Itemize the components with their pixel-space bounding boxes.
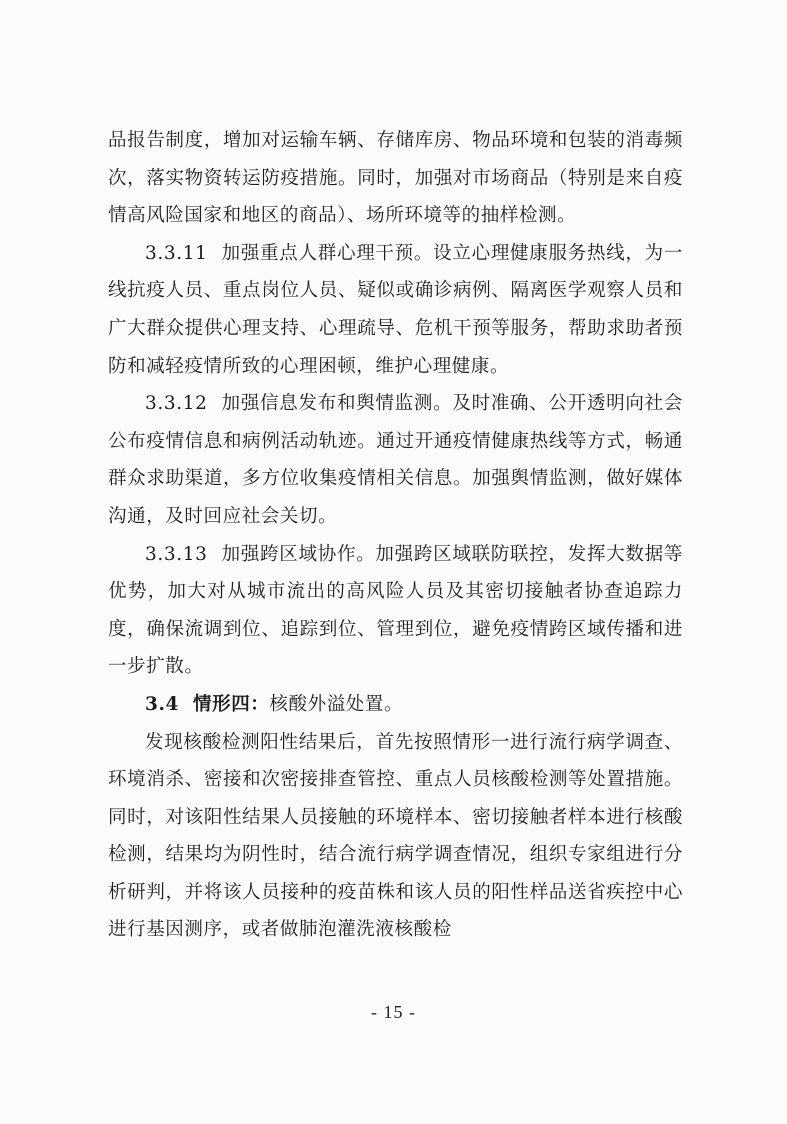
- document-body: [108, 122, 683, 949]
- paragraph-text: 加强跨区域协作。加强跨区域联防联控，发挥大数据等优势，加大对从城市流出的高风险人员及其密切接触者协查追踪力度，确保流调到位、追踪到位、管理到位，避免疫情跨区域传播和进一步扩散。: [108, 543, 683, 678]
- section-heading-text: 核酸外溢处置。: [269, 693, 404, 715]
- paragraph-text: 品报告制度，增加对运输车辆、存储库房、物品环境和包装的消毒频次，落实物资转运防疫措施。同时，加强对市场商品（特别是来自疫情高风险国家和地区的商品）、场所环境等的抽样检测。: [108, 130, 683, 227]
- paragraph-3-3-13: [108, 536, 683, 686]
- paragraph-text: 加强信息发布和舆情监测。及时准确、公开透明向社会公布疫情信息和病例活动轨迹。通过开通疫情健康热线等方式，畅通群众求助渠道，多方位收集疫情相关信息。加强舆情监测，做好媒体沟通，及时回应社会关切。: [108, 393, 683, 527]
- section-number: 3.4: [145, 693, 179, 715]
- section-title: 情形四：: [193, 693, 270, 715]
- section-number: 3.3.11: [145, 242, 208, 264]
- paragraph-3-3-12: [108, 385, 683, 535]
- paragraph-text: 加强重点人群心理干预。设立心理健康服务热线，为一线抗疫人员、重点岗位人员、疑似或确诊病例、隔离医学观察人员和广大群众提供心理支持、心理疏导、危机干预等服务，帮助求助者预防和减轻疫情所致的心理困顿，维护心理健康。: [108, 242, 683, 377]
- section-number: 3.3.13: [145, 543, 208, 565]
- paragraph-continuation: [108, 122, 683, 235]
- paragraph-3-4-body: [108, 724, 683, 950]
- section-heading-3-4: [108, 686, 683, 724]
- section-number: 3.3.12: [145, 393, 208, 415]
- page-number: - 15 -: [371, 1002, 416, 1022]
- paragraph-3-3-11: [108, 235, 683, 385]
- paragraph-text: 发现核酸检测阳性结果后，首先按照情形一进行流行病学调查、环境消杀、密接和次密接排查管控、重点人员核酸检测等处置措施。同时，对该阳性结果人员接触的环境样本、密切接触者样本进行核酸检测，结果均为阴性时，结合流行病学调查情况，组织专家组进行分析研判，并将该人员接种的疫苗株和该人员的阳性样品送省疾控中心进行基因测序，或者做肺泡灌洗液核酸检: [108, 731, 683, 941]
